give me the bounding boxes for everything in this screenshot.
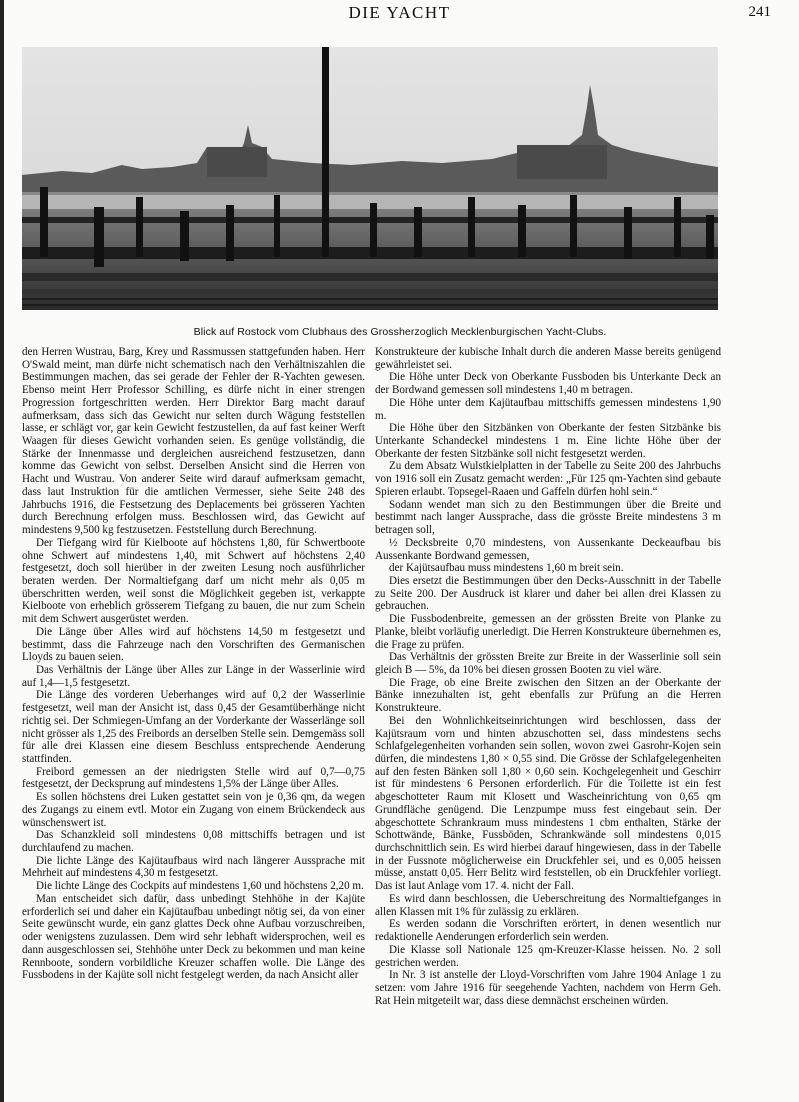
paragraph: der Kajütsaufbau muss mindestens 1,60 m breit sein. (389, 562, 624, 575)
photo-caption: Blick auf Rostock vom Clubhaus des Grossherzoglich Mecklenburgischen Yacht-Clubs. (193, 326, 607, 338)
paragraph: In Nr. 3 ist anstelle der Lloyd-Vorschriften vom Jahre 1904 Anlage 1 zu setzen: vom Jahre 1916 für seegehende Yachten, nachdem von Herrn Geh. Rat Hein mitgeteilt war, dass diese demnächst erscheinen würden. (375, 969, 721, 1007)
paragraph: Es werden sodann die Vorschriften erörtert, in denen wesentlich nur redaktionelle Aenderungen erforderlich sein werden. (375, 918, 721, 944)
paragraph: Bei den Wohnlichkeitseinrichtungen wird beschlossen, dass der Kajütsraum vorn und hinten abzuschotten sei, dass mindestens sechs Schlafgelegenheiten vorhanden sein sollen, wovon zwei Gasrohr-Kojen sein dürfen, die mindestens 1,80 × 0,55 sind. Die Grösse der Schlafgelegenheiten auf den festen Bänken soll 1,80 × 0,60 sein. Kochgelegenheit und Geschirr ist für mindestens 6 Personen erforderlich. Für die Toilette ist ein fest abgeschotteter Raum mit Klosett und Wascheinrichtung von 0,65 qm Grundfläche genügend. Die Lenzpumpe muss fest eingebaut sein. Der abgeschottete Schrankraum muss mindestens 1 cbm enthalten, Stärke der Schottwände, Bänke, Fussböden, Schrankwände soll mindestens 0,015 durchschnittlich sein. Es wird hierbei darauf hingewiesen, dass in der Tabelle in der Fussnote möglicherweise ein Druckfehler sei, und es 0,005 heissen müsse, anstatt 0,05. Herr Belitz wird feststellen, ob ein Druckfehler vorliegt. Das ist laut Anlage vom 17. 4. nicht der Fall. (375, 714, 721, 893)
paragraph: Dies ersetzt die Bestimmungen über den Decks-Ausschnitt in der Tabelle zu Seite 200. Der Ausdruck ist klarer und daher bei allen drei Klassen zu gebrauchen. (375, 574, 721, 613)
paragraph: Die Länge über Alles wird auf höchstens 14,50 m festgesetzt und bestimmt, dass die Fahrzeuge nach den Vorschriften des Germanischen Lloyds zu bauen seien. (22, 625, 365, 664)
running-header-title: DIE YACHT (348, 3, 451, 22)
paragraph: Die Höhe unter dem Kajütaufbau mittschiffs gemessen mindestens 1,90 m. (375, 396, 721, 422)
paragraph: ½ Decksbreite 0,70 mindestens, von Aussenkante Deckeaufbau bis Aussenkante Bordwand gemessen, (375, 536, 721, 562)
rostock-harbor-image (22, 47, 718, 310)
page-edge-shadow (0, 0, 4, 1102)
paragraph: Es sollen höchstens drei Luken gestattet sein von je 0,36 qm, da wegen des Zugangs zu einem evtl. Motor ein Zugang von einem Brückendeck aus wünschenswert ist. (22, 791, 365, 829)
right-text-column (375, 346, 721, 1007)
paragraph: Die Länge des vorderen Ueberhanges wird auf 0,2 der Wasserlinie festgesetzt, weil man der Ansicht ist, dass 0,45 der Gesamtüberhänge nicht richtig sei. Der Schmiegen-Umfang an der Vorderkante der Wasserlänge soll nicht grösser als 1,25 des Freibords an derselben Stelle sein. Demgemäss soll für alle drei Klassen eine diesem Beschluss entsprechende Aenderung stattfinden. (22, 689, 365, 765)
page-number: 241 (748, 4, 771, 20)
paragraph: Die Fussbodenbreite, gemessen an der grössten Breite von Planke zu Planke, bleibt vorläufig unerledigt. Die Herren Konstrukteure übernehmen es, die Frage zu prüfen. (375, 613, 721, 651)
paragraph: Die Höhe über den Sitzbänken von Oberkante der festen Sitzbänke bis Unterkante Schandeckel mindestens 1 m. Eine lichte Höhe über der Oberkante der festen Sitzbänke soll nicht festgesetzt werden. (375, 422, 721, 460)
paragraph: Die Frage, ob eine Breite zwischen den Sitzen an der Oberkante der Bänke innezuhalten ist, geht ebenfalls zur Prüfung an die Herren Konstrukteure. (375, 676, 721, 715)
paragraph: Die Höhe unter Deck von Oberkante Fussboden bis Unterkante Deck an der Bordwand gemessen soll mindestens 1,40 m betragen. (375, 371, 721, 397)
paragraph: Konstrukteure der kubische Inhalt durch die anderen Masse bereits genügend gewährleistet sei. (375, 346, 721, 371)
paragraph: den Herren Wustrau, Barg, Krey und Rassmussen stattgefunden haben. Herr O'Swald meint, man dürfe nicht schematisch nach den Verhältniszahlen die Bestimmungen machen, das sei gerade der Fehler der R-Yachten gewesen. Ebenso meint Herr Professor Schilling, es dürfe nicht in einer strengen Progression fortgeschritten werden. Herr Direktor Barg macht darauf aufmerksam, dass sich das Gewicht nur selten durch Wägung feststellen lasse, er schlägt vor, gar kein Gewicht festzustellen, da auf fast keiner Werft Waagen für dieses Gewicht vorhanden seien. Es genüge vollständig, die Stärke der Innenmasse und dergleichen ausreichend festzusetzen, dann komme das Gewicht von selbst. Derselben Ansicht sind die Herren von Hacht und Wustrau. Von anderer Seite wird darauf aufmerksam gemacht, dass laut Instruktion für die amtlichen Vermesser, siehe Seite 248 des Jahrbuchs 1916, die Festsetzung des Deplacements bei grösseren Yachten durch Berechnung erfolgen muss. Beschlossen wird, das Gewicht auf mindestens 9,500 kg festzusetzen. Feststellung durch Berechnung. (22, 346, 365, 537)
paragraph: Man entscheidet sich dafür, dass unbedingt Stehhöhe in der Kajüte erforderlich sei und daher ein Kajütaufbau unbedingt nötig sei, da von einer Seite gewünscht wurde, ein ganz glattes Deck ohne Aufbau vorzuschreiben, oder wenigstens zuzulassen. Dem wird sehr lebhaft widersprochen, weil es dann ausgeschlossen sei, Stehhöhe unter Deck zu bekommen und man keine Rennboote, sondern vorbildliche Kreuzer schaffen wolle. Die Länge des Fussbodens in der Kajüte soll nicht festgelegt werden, da nach Ansicht aller (22, 892, 365, 982)
paragraph: Die lichte Länge des Cockpits auf mindestens 1,60 und höchstens 2,20 m. (36, 880, 364, 893)
paragraph: Zu dem Absatz Wulstkielplatten in der Tabelle zu Seite 200 des Jahrbuchs von 1916 soll ein Zusatz gemacht werden: „Für 125 qm-Yachten sind gebaute Spieren erlaubt. Topsegel-Raaen und Gaffeln dürfen hohl sein.“ (375, 460, 721, 498)
harbor-photograph (22, 47, 718, 310)
left-text-column (22, 346, 365, 982)
paragraph: Freibord gemessen an der niedrigsten Stelle wird auf 0,7—0,75 festgesetzt, der Decksprung auf mindestens 1,5% der Länge über Alles. (22, 765, 365, 791)
paragraph: Die lichte Länge des Kajütaufbaus wird nach längerer Aussprache mit Mehrheit auf mindestens 4,30 m festgesetzt. (22, 854, 365, 880)
paragraph: Sodann wendet man sich zu den Bestimmungen über die Breite und bestimmt nach langer Aussprache, dass die grösste Breite mindestens 3 m betragen soll, (375, 498, 721, 537)
paragraph: Der Tiefgang wird für Kielboote auf höchstens 1,80, für Schwertboote ohne Schwert auf mindestens 1,40, mit Schwert auf höchstens 2,40 festgesetzt, doch soll hierüber in der zweiten Lesung noch ausführlicher beraten werden. Der Normaltiefgang darf um nicht mehr als 0,05 m überschritten werden, weil sonst die Möglichkeit gegeben ist, verkappte Kielboote von erheblich grösserem Tiefgang zu bauen, die nur zum Schein mit dem Schwert ausgerüstet werden. (22, 536, 365, 626)
paragraph: Das Verhältnis der grössten Breite zur Breite in der Wasserlinie soll sein gleich B — 5%, da 10% bei diesen grossen Booten zu viel wäre. (375, 651, 721, 676)
paragraph: Die Klasse soll Nationale 125 qm-Kreuzer-Klasse heissen. No. 2 soll gestrichen werden. (375, 943, 721, 969)
paragraph: Das Schanzkleid soll mindestens 0,08 mittschiffs betragen und ist durchlaufend zu machen. (22, 829, 365, 855)
paragraph: Das Verhältnis der Länge über Alles zur Länge in der Wasserlinie wird auf 1,4—1,5 festgesetzt. (22, 663, 365, 689)
paragraph: Es wird dann beschlossen, die Ueberschreitung des Normaltiefganges in allen Klassen mit 1% für zulässig zu erklären. (375, 892, 721, 918)
